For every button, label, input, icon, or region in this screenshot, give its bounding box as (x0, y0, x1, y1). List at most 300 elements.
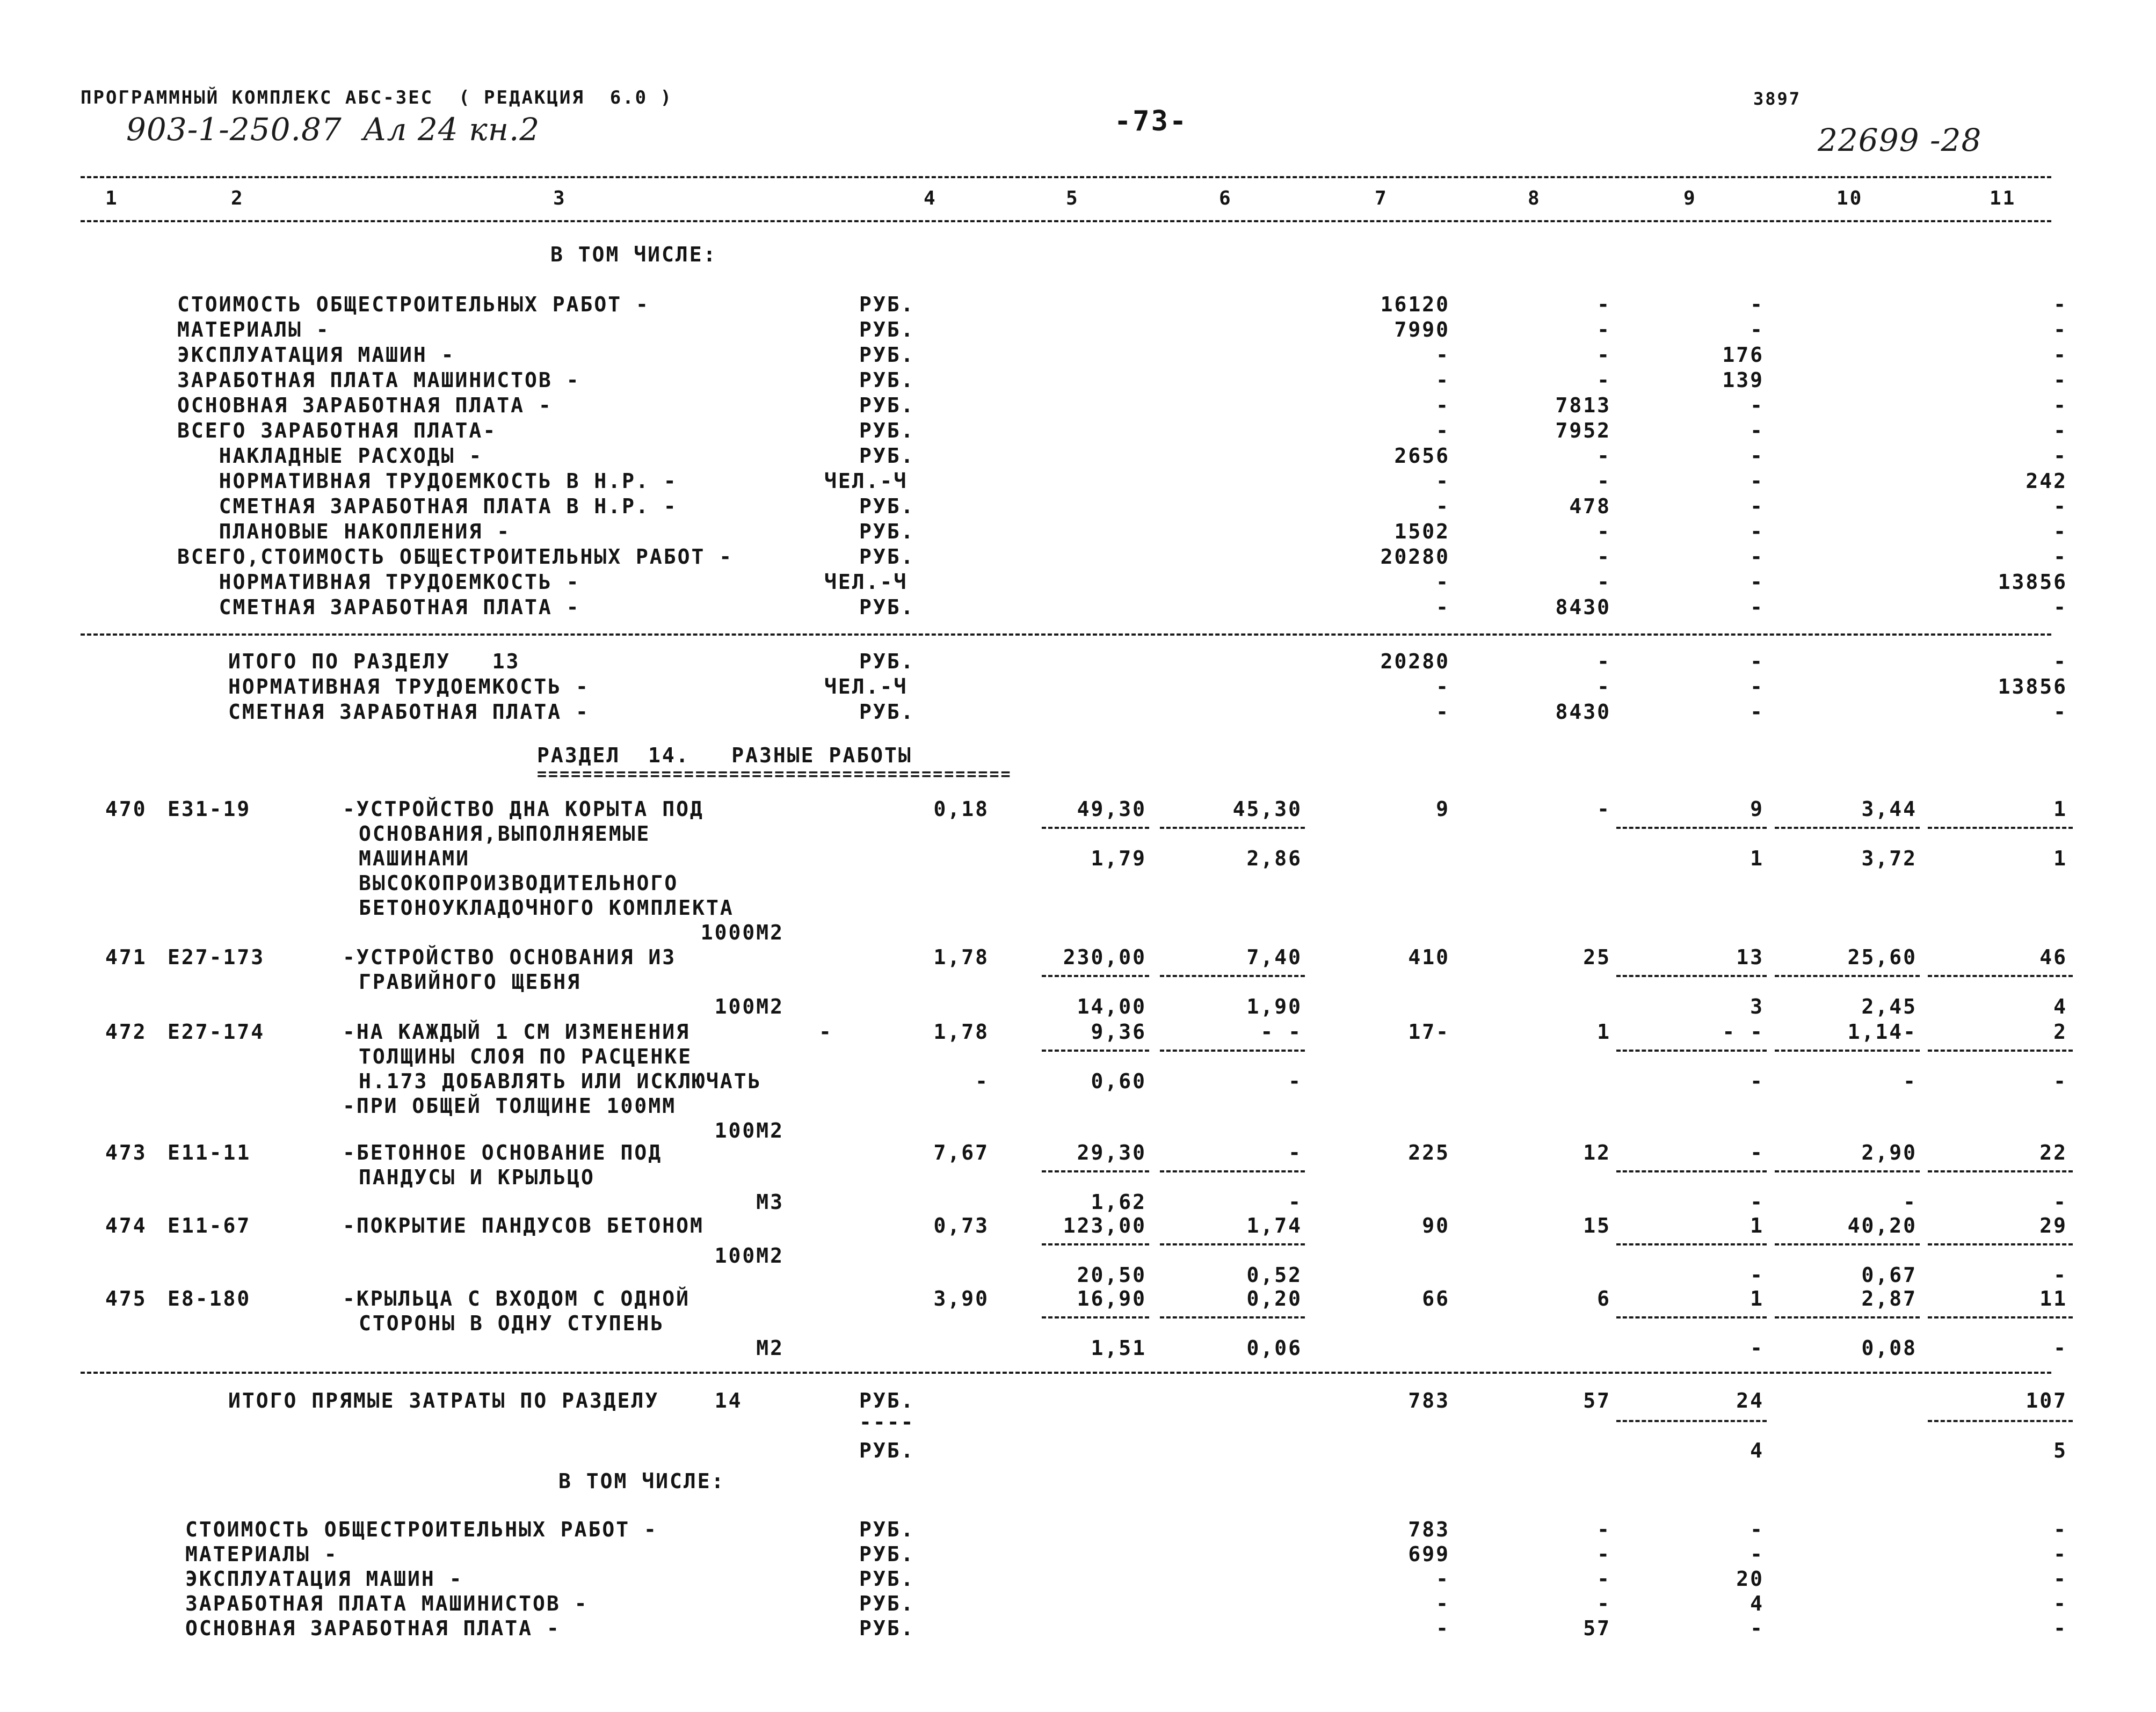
item-description-line: СТОРОНЫ В ОДНУ СТУПЕНЬ (359, 1312, 665, 1335)
summary-col8: - (1597, 1592, 1611, 1615)
item-machinist-labour: - (2053, 1069, 2067, 1093)
section-14-total-col7: 783 (1408, 1389, 1450, 1412)
item-machinist-cost: - (1750, 1069, 1764, 1093)
item-wage-rate: 1,79 (1091, 847, 1146, 870)
summary-unit: РУБ. (859, 1567, 915, 1591)
summary-col8: 8430 (1555, 595, 1611, 619)
item-machine-price: 45,30 (1232, 797, 1302, 821)
summary-label: МАТЕРИАЛЫ - (185, 1542, 338, 1566)
summary-label: ПЛАНОВЫЕ НАКОПЛЕНИЯ - (177, 520, 511, 543)
item-subrule-col10 (1775, 1050, 1920, 1052)
summary-col11: - (2053, 343, 2067, 367)
item-machinist-wage: 2,86 (1246, 847, 1302, 870)
summary-col11: - (2053, 1542, 2067, 1566)
summary-label: СМЕТНАЯ ЗАРАБОТНАЯ ПЛАТА В Н.Р. - (177, 494, 678, 518)
item-subrule-machine (1160, 827, 1305, 829)
summary-unit: РУБ. (859, 520, 915, 543)
summary-col7: - (1436, 595, 1450, 619)
summary-label: ВСЕГО,СТОИМОСТЬ ОБЩЕСТРОИТЕЛЬНЫХ РАБОТ - (177, 545, 734, 569)
summary-col8: - (1597, 675, 1611, 698)
item-description-line: -КРЫЛЬЦА С ВХОДОМ С ОДНОЙ (343, 1287, 690, 1310)
summary-col9: - (1750, 650, 1764, 673)
item-unit: 1000М2 (700, 921, 784, 944)
summary-col7: - (1436, 570, 1450, 594)
item-wages: 15 (1583, 1214, 1611, 1237)
summary-col11: - (2053, 368, 2067, 392)
summary-col7: 20280 (1380, 545, 1450, 569)
summary-col7: - (1436, 394, 1450, 417)
summary-col9: - (1750, 394, 1764, 417)
summary-col11: - (2053, 1518, 2067, 1541)
item-subrule-col9 (1616, 1243, 1767, 1245)
summary-col11: - (2053, 318, 2067, 341)
section-14-total-unit: РУБ. (859, 1389, 915, 1412)
summary-unit: РУБ. (859, 700, 915, 724)
item-machine-price: - - (1260, 1020, 1302, 1044)
item-machinist-labour-rate: 2,45 (1861, 995, 1917, 1018)
item-subrule-price (1042, 1316, 1149, 1318)
summary-label: НОРМАТИВНАЯ ТРУДОЕМКОСТЬ - (228, 675, 590, 698)
item-quantity: 0,18 (933, 797, 989, 821)
summary-col9: 176 (1722, 343, 1764, 367)
item-number: 471 (105, 945, 147, 969)
section-14-total-col8: 57 (1583, 1389, 1611, 1412)
item-unit: 100М2 (714, 1244, 784, 1267)
summary-col9: - (1750, 1616, 1764, 1640)
item-subrule-price (1042, 1050, 1149, 1052)
summary-col8: - (1597, 545, 1611, 569)
item-wages: 25 (1583, 945, 1611, 969)
summary-col7: 699 (1408, 1542, 1450, 1566)
summary-col8: 7952 (1555, 419, 1611, 442)
item-subrule-machine (1160, 1170, 1305, 1172)
item-quantity: 3,90 (933, 1287, 989, 1310)
item-subrule-price (1042, 1170, 1149, 1172)
item-machine-cost: 1 (1750, 1214, 1764, 1237)
summary-label: НОРМАТИВНАЯ ТРУДОЕМКОСТЬ - (177, 570, 580, 594)
item-description-line: -ПРИ ОБЩЕЙ ТОЛЩИНЕ 100ММ (343, 1094, 677, 1118)
summary-col7: - (1436, 1616, 1450, 1640)
summary-unit: РУБ. (859, 444, 915, 468)
item-number: 470 (105, 797, 147, 821)
column-number-4: 4 (924, 187, 937, 209)
summary-col9: - (1750, 700, 1764, 724)
item-subrule-col10 (1775, 1316, 1920, 1318)
summary-col8: - (1597, 520, 1611, 543)
summary-col8: 7813 (1555, 394, 1611, 417)
summary-unit: РУБ. (859, 293, 915, 316)
item-machine-cost: - - (1722, 1020, 1764, 1044)
item-machinist-wage: - (1288, 1069, 1302, 1093)
section-14-included-heading: В ТОМ ЧИСЛЕ: (558, 1469, 725, 1493)
item-subrule-col9 (1616, 1316, 1767, 1318)
item-wage-rate: 0,60 (1091, 1069, 1146, 1093)
item-description-line: ТОЛЩИНЫ СЛОЯ ПО РАСЦЕНКЕ (359, 1045, 693, 1068)
summary-col11: 13856 (1998, 675, 2067, 698)
item-subrule-machine (1160, 1316, 1305, 1318)
summary-col9: - (1750, 293, 1764, 316)
summary-col7: - (1436, 494, 1450, 518)
summary-col9: - (1750, 595, 1764, 619)
summary-col7: 20280 (1380, 650, 1450, 673)
summary-unit: РУБ. (859, 419, 915, 442)
item-total-cost: 9 (1436, 797, 1450, 821)
item-number: 473 (105, 1141, 147, 1164)
summary-label: НОРМАТИВНАЯ ТРУДОЕМКОСТЬ В Н.Р. - (177, 469, 678, 493)
summary-unit: РУБ. (859, 368, 915, 392)
item-prefix-mark: - (819, 1020, 833, 1044)
item-labour-rate: 40,20 (1847, 1214, 1917, 1237)
item-rate-code: Е27-173 (168, 945, 265, 969)
item-wages: 6 (1597, 1287, 1611, 1310)
item-wage-rate: 1,51 (1091, 1336, 1146, 1360)
summary-col9: - (1750, 675, 1764, 698)
summary-col9: - (1750, 545, 1764, 569)
item-subrule-price (1042, 1243, 1149, 1245)
item-machinist-cost: - (1750, 1336, 1764, 1360)
item-unit: 100М2 (714, 995, 784, 1018)
item-unit-price: 9,36 (1091, 1020, 1146, 1044)
summary-col8: - (1597, 469, 1611, 493)
section-14-total-subrule-9 (1616, 1420, 1767, 1422)
item-machinist-wage: 0,06 (1246, 1336, 1302, 1360)
item-labour-total: 11 (2039, 1287, 2067, 1310)
item-machine-price: - (1288, 1141, 1302, 1164)
item-rate-code: Е11-11 (168, 1141, 251, 1164)
summary-label: СТОИМОСТЬ ОБЩЕСТРОИТЕЛЬНЫХ РАБОТ - (177, 293, 650, 316)
summary-unit: РУБ. (859, 650, 915, 673)
item-unit: М3 (756, 1190, 784, 1214)
summary-col8: - (1597, 318, 1611, 341)
summary-unit: РУБ. (859, 595, 915, 619)
summary-col9: 139 (1722, 368, 1764, 392)
item-subrule-col10 (1775, 827, 1920, 829)
item-description-line: -НА КАЖДЫЙ 1 СМ ИЗМЕНЕНИЯ (343, 1020, 690, 1044)
section-14-total-col9-sub: 4 (1750, 1439, 1764, 1462)
summary-col8: - (1597, 368, 1611, 392)
item-machinist-labour: - (2053, 1190, 2067, 1214)
summary-unit: РУБ. (859, 343, 915, 367)
item-subrule-machine (1160, 1243, 1305, 1245)
item-labour-total: 1 (2053, 797, 2067, 821)
item-rate-code: Е8-180 (168, 1287, 251, 1310)
item-unit-price: 230,00 (1063, 945, 1146, 969)
item-quantity: 1,78 (933, 945, 989, 969)
summary-col8: - (1597, 1518, 1611, 1541)
summary-col8: 478 (1569, 494, 1611, 518)
item-labour-rate: 25,60 (1847, 945, 1917, 969)
item-total-cost: 410 (1408, 945, 1450, 969)
summary-col7: - (1436, 419, 1450, 442)
item-machine-cost: - (1750, 1141, 1764, 1164)
summary-unit: ЧЕЛ.-Ч (824, 469, 908, 493)
summary-label: СТОИМОСТЬ ОБЩЕСТРОИТЕЛЬНЫХ РАБОТ - (185, 1518, 658, 1541)
summary-col8: 57 (1583, 1616, 1611, 1640)
summary-col11: - (2053, 650, 2067, 673)
item-machinist-labour-rate: 3,72 (1861, 847, 1917, 870)
item-wage-rate: 14,00 (1077, 995, 1146, 1018)
item-subrule-col9 (1616, 1050, 1767, 1052)
item-machinist-cost: 3 (1750, 995, 1764, 1018)
item-labour-rate: 1,14- (1847, 1020, 1917, 1044)
summary-col11: - (2053, 595, 2067, 619)
item-quantity-sub: - (975, 1069, 989, 1093)
summary-col8: - (1597, 1542, 1611, 1566)
item-machinist-labour: 4 (2053, 995, 2067, 1018)
summary-col7: - (1436, 368, 1450, 392)
item-labour-total: 22 (2039, 1141, 2067, 1164)
summary-col7: 1502 (1394, 520, 1450, 543)
summary-col7: - (1436, 469, 1450, 493)
summary-col9: - (1750, 1518, 1764, 1541)
item-description-line: -УСТРОЙСТВО ОСНОВАНИЯ ИЗ (343, 945, 677, 969)
section-14-total-col9: 24 (1736, 1389, 1764, 1412)
section-13-total-rule (81, 633, 2051, 636)
item-subrule-col10 (1775, 975, 1920, 977)
item-number: 474 (105, 1214, 147, 1237)
item-wages: 1 (1597, 1020, 1611, 1044)
section-14-total-unit-2: РУБ. (859, 1439, 915, 1462)
column-number-2: 2 (231, 187, 244, 209)
summary-col11: - (2053, 394, 2067, 417)
item-subrule-col9 (1616, 827, 1767, 829)
section-14-total-unit-dash: ---- (859, 1410, 915, 1434)
section-14-total-subrule-11 (1928, 1420, 2073, 1422)
section-14-total-label: ИТОГО ПРЯМЫЕ ЗАТРАТЫ ПО РАЗДЕЛУ 14 (228, 1389, 743, 1412)
summary-col7: - (1436, 700, 1450, 724)
summary-col11: - (2053, 700, 2067, 724)
item-machinist-labour: - (2053, 1263, 2067, 1287)
column-number-3: 3 (553, 187, 567, 209)
summary-col9: 4 (1750, 1592, 1764, 1615)
column-number-6: 6 (1219, 187, 1232, 209)
item-machinist-cost: 1 (1750, 847, 1764, 870)
section-14-total-col11-sub: 5 (2053, 1439, 2067, 1462)
item-machinist-wage: 0,52 (1246, 1263, 1302, 1287)
summary-col9: 20 (1736, 1567, 1764, 1591)
item-wages: - (1597, 797, 1611, 821)
summary-col9: - (1750, 570, 1764, 594)
summary-col8: - (1597, 293, 1611, 316)
item-labour-rate: 2,87 (1861, 1287, 1917, 1310)
summary-unit: РУБ. (859, 1542, 915, 1566)
item-machinist-labour-rate: - (1903, 1190, 1917, 1214)
item-subrule-machine (1160, 975, 1305, 977)
summary-col11: - (2053, 419, 2067, 442)
item-total-cost: 225 (1408, 1141, 1450, 1164)
item-description-line: МАШИНАМИ (359, 847, 470, 870)
item-description-line: Н.173 ДОБАВЛЯТЬ ИЛИ ИСКЛЮЧАТЬ (359, 1069, 762, 1093)
item-labour-total: 2 (2053, 1020, 2067, 1044)
summary-unit: РУБ. (859, 1518, 915, 1541)
summary-col11: - (2053, 1616, 2067, 1640)
item-labour-total: 46 (2039, 945, 2067, 969)
summary-unit: ЧЕЛ.-Ч (824, 570, 908, 594)
item-wages: 12 (1583, 1141, 1611, 1164)
summary-unit: РУБ. (859, 545, 915, 569)
item-subrule-col9 (1616, 975, 1767, 977)
summary-label: ВСЕГО ЗАРАБОТНАЯ ПЛАТА- (177, 419, 497, 442)
item-unit-price: 123,00 (1063, 1214, 1146, 1237)
item-machinist-wage: - (1288, 1190, 1302, 1214)
item-description-line: -БЕТОННОЕ ОСНОВАНИЕ ПОД (343, 1141, 663, 1164)
item-unit: 100М2 (714, 1119, 784, 1142)
item-description-line: -ПОКРЫТИЕ ПАНДУСОВ БЕТОНОМ (343, 1214, 704, 1237)
item-machinist-labour-rate: 0,08 (1861, 1336, 1917, 1360)
summary-col11: - (2053, 520, 2067, 543)
item-description-line: -УСТРОЙСТВО ДНА КОРЫТА ПОД (343, 797, 704, 821)
summary-col9: - (1750, 444, 1764, 468)
summary-unit: РУБ. (859, 318, 915, 341)
summary-col11: - (2053, 1592, 2067, 1615)
summary-col9: - (1750, 494, 1764, 518)
section-13-included-heading: В ТОМ ЧИСЛЕ: (550, 243, 717, 266)
item-quantity: 1,78 (933, 1020, 989, 1044)
summary-col11: 242 (2026, 469, 2067, 493)
item-subrule-col11 (1928, 1316, 2073, 1318)
item-rate-code: Е11-67 (168, 1214, 251, 1237)
header-rule-top (81, 176, 2051, 178)
item-number: 475 (105, 1287, 147, 1310)
item-total-cost: 17- (1408, 1020, 1450, 1044)
summary-col7: - (1436, 343, 1450, 367)
summary-col8: - (1597, 444, 1611, 468)
program-header: ПРОГРАММНЫЙ КОМПЛЕКС АБС-ЗЕС ( РЕДАКЦИЯ 6.0 ) (81, 87, 673, 108)
summary-col8: 8430 (1555, 700, 1611, 724)
item-wage-rate: 1,62 (1091, 1190, 1146, 1214)
summary-label: СМЕТНАЯ ЗАРАБОТНАЯ ПЛАТА - (228, 700, 590, 724)
summary-col9: - (1750, 520, 1764, 543)
item-unit-price: 29,30 (1077, 1141, 1146, 1164)
item-subrule-col11 (1928, 1170, 2073, 1172)
item-machinist-labour-rate: - (1903, 1069, 1917, 1093)
item-subrule-col10 (1775, 1170, 1920, 1172)
section-14-total-col11: 107 (2026, 1389, 2067, 1412)
summary-label: СМЕТНАЯ ЗАРАБОТНАЯ ПЛАТА - (177, 595, 580, 619)
item-machine-cost: 1 (1750, 1287, 1764, 1310)
summary-col9: - (1750, 1542, 1764, 1566)
inventory-number-handwritten: 22699 -28 (1818, 122, 1982, 158)
column-number-9: 9 (1683, 187, 1697, 209)
summary-col11: - (2053, 494, 2067, 518)
summary-col11: - (2053, 444, 2067, 468)
summary-col8: - (1597, 1567, 1611, 1591)
item-unit-price: 16,90 (1077, 1287, 1146, 1310)
column-number-5: 5 (1066, 187, 1079, 209)
item-rate-code: Е27-174 (168, 1020, 265, 1044)
item-description-line: ПАНДУСЫ И КРЫЛЬЦО (359, 1165, 595, 1189)
summary-col11: - (2053, 1567, 2067, 1591)
summary-col11: - (2053, 545, 2067, 569)
section-14-title: РАЗДЕЛ 14. РАЗНЫЕ РАБОТЫ (537, 744, 912, 767)
column-number-7: 7 (1375, 187, 1388, 209)
item-machine-price: 0,20 (1246, 1287, 1302, 1310)
item-subrule-price (1042, 827, 1149, 829)
item-machinist-labour: - (2053, 1336, 2067, 1360)
item-machinist-wage: 1,90 (1246, 995, 1302, 1018)
section-14-total-rule (81, 1372, 2051, 1374)
summary-unit: РУБ. (859, 494, 915, 518)
item-description-line: ОСНОВАНИЯ,ВЫПОЛНЯЕМЫЕ (359, 822, 651, 846)
summary-col8: - (1597, 650, 1611, 673)
summary-col7: 783 (1408, 1518, 1450, 1541)
summary-col7: - (1436, 1567, 1450, 1591)
item-machine-price: 7,40 (1246, 945, 1302, 969)
item-unit: М2 (756, 1336, 784, 1360)
summary-col8: - (1597, 343, 1611, 367)
summary-label: ОСНОВНАЯ ЗАРАБОТНАЯ ПЛАТА - (185, 1616, 561, 1640)
item-description-line: ВЫСОКОПРОИЗВОДИТЕЛЬНОГО (359, 871, 679, 895)
summary-label: НАКЛАДНЫЕ РАСХОДЫ - (177, 444, 483, 468)
item-labour-rate: 3,44 (1861, 797, 1917, 821)
column-number-1: 1 (105, 187, 119, 209)
document-number: 3897 (1753, 89, 1802, 109)
summary-col7: - (1436, 675, 1450, 698)
item-total-cost: 90 (1422, 1214, 1450, 1237)
summary-col7: 16120 (1380, 293, 1450, 316)
item-quantity: 0,73 (933, 1214, 989, 1237)
item-number: 472 (105, 1020, 147, 1044)
item-subrule-col11 (1928, 1050, 2073, 1052)
item-machinist-cost: - (1750, 1263, 1764, 1287)
item-machinist-labour-rate: 0,67 (1861, 1263, 1917, 1287)
item-subrule-col11 (1928, 827, 2073, 829)
item-unit-price: 49,30 (1077, 797, 1146, 821)
item-subrule-machine (1160, 1050, 1305, 1052)
item-subrule-col11 (1928, 975, 2073, 977)
item-machine-cost: 13 (1736, 945, 1764, 969)
item-rate-code: Е31-19 (168, 797, 251, 821)
summary-col8: - (1597, 570, 1611, 594)
page-number: -73- (1114, 105, 1188, 137)
summary-unit: РУБ. (859, 1616, 915, 1640)
summary-label: ОСНОВНАЯ ЗАРАБОТНАЯ ПЛАТА - (177, 394, 553, 417)
summary-label: ЗАРАБОТНАЯ ПЛАТА МАШИНИСТОВ - (185, 1592, 589, 1615)
summary-label: МАТЕРИАЛЫ - (177, 318, 330, 341)
column-number-8: 8 (1528, 187, 1541, 209)
item-machine-price: 1,74 (1246, 1214, 1302, 1237)
summary-unit: РУБ. (859, 1592, 915, 1615)
summary-col7: 7990 (1394, 318, 1450, 341)
summary-label: ИТОГО ПО РАЗДЕЛУ 13 (228, 650, 520, 673)
item-quantity: 7,67 (933, 1141, 989, 1164)
summary-unit: ЧЕЛ.-Ч (824, 675, 908, 698)
column-number-10: 10 (1836, 187, 1863, 209)
summary-col7: 2656 (1394, 444, 1450, 468)
summary-col9: - (1750, 469, 1764, 493)
item-machine-cost: 9 (1750, 797, 1764, 821)
item-wage-rate: 20,50 (1077, 1263, 1146, 1287)
summary-col11: - (2053, 293, 2067, 316)
item-description-line: БЕТОНОУКЛАДОЧНОГО КОМПЛЕКТА (359, 896, 734, 920)
summary-col7: - (1436, 1592, 1450, 1615)
item-description-line: ГРАВИЙНОГО ЩЕБНЯ (359, 970, 582, 994)
item-subrule-price (1042, 975, 1149, 977)
header-rule-bottom (81, 220, 2051, 222)
item-total-cost: 66 (1422, 1287, 1450, 1310)
item-subrule-col10 (1775, 1243, 1920, 1245)
summary-col9: - (1750, 318, 1764, 341)
summary-col9: - (1750, 419, 1764, 442)
summary-label: ЗАРАБОТНАЯ ПЛАТА МАШИНИСТОВ - (177, 368, 580, 392)
item-subrule-col9 (1616, 1170, 1767, 1172)
item-machinist-labour: 1 (2053, 847, 2067, 870)
item-labour-total: 29 (2039, 1214, 2067, 1237)
summary-col11: 13856 (1998, 570, 2067, 594)
item-subrule-col11 (1928, 1243, 2073, 1245)
item-labour-rate: 2,90 (1861, 1141, 1917, 1164)
summary-label: ЭКСПЛУАТАЦИЯ МАШИН - (185, 1567, 463, 1591)
